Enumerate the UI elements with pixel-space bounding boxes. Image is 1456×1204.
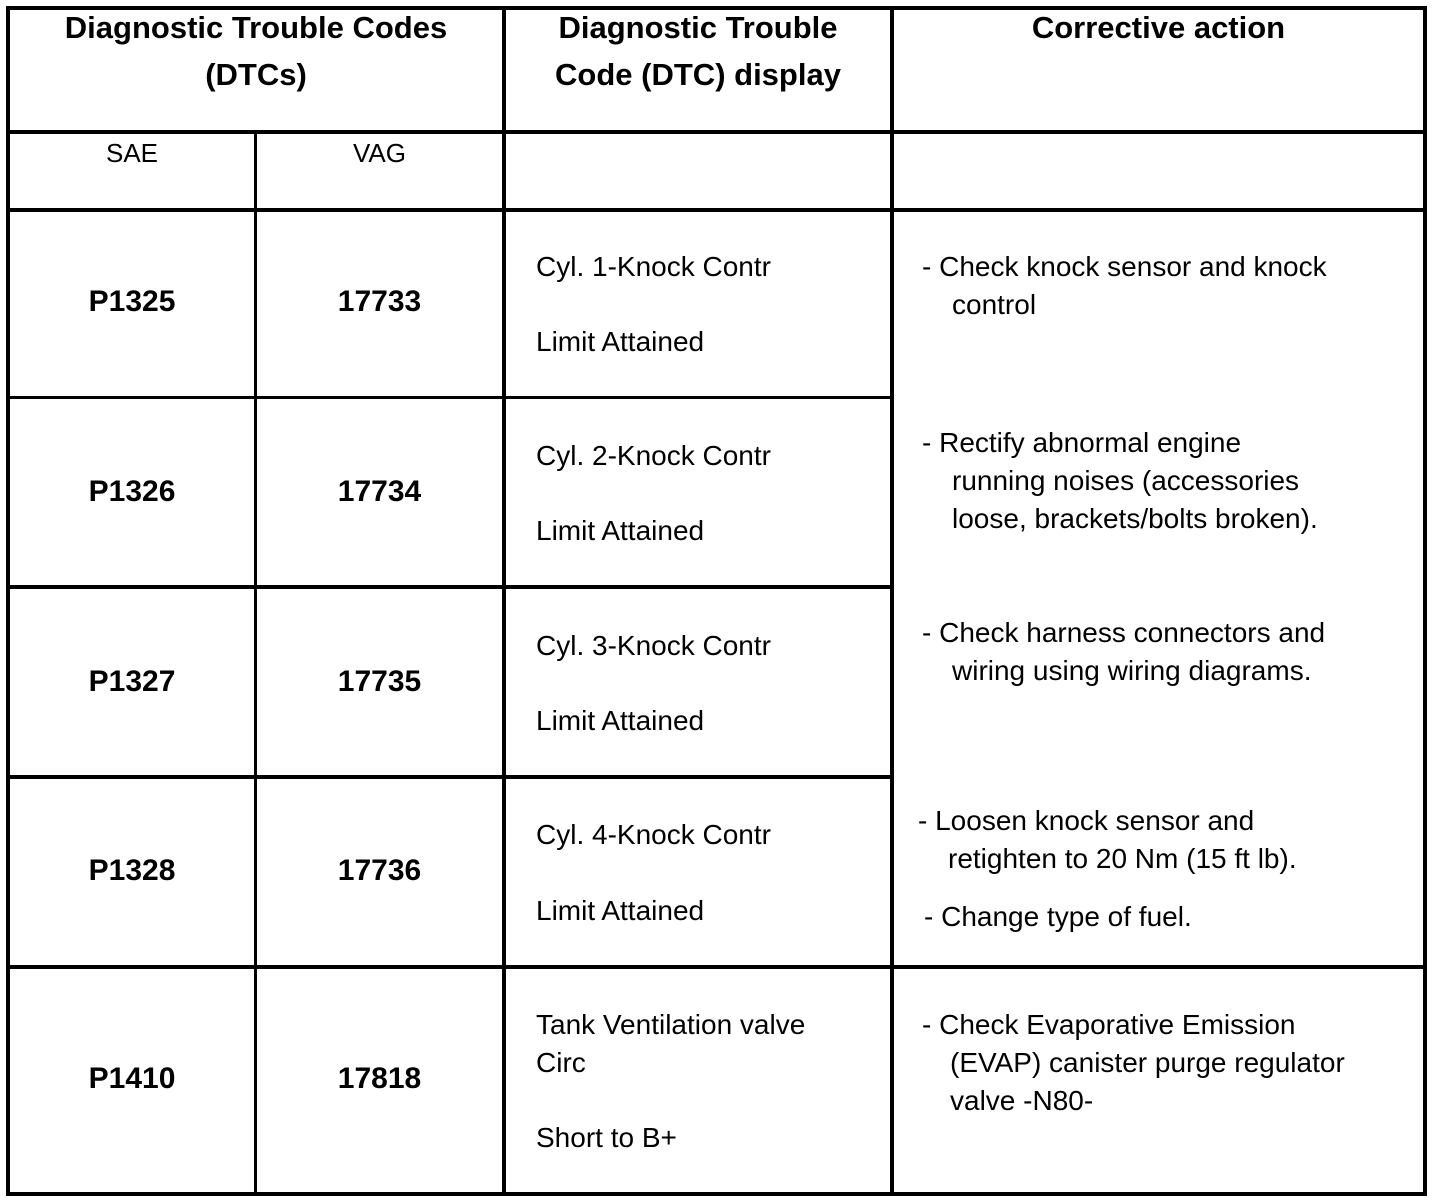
vag-code: 17734 <box>337 475 422 508</box>
divider-display-action <box>890 6 894 1196</box>
dtc-display-line: Limit Attained <box>536 705 705 736</box>
subheader-sae: SAE <box>105 138 159 168</box>
header-dtcs-line1: Diagnostic Trouble Codes <box>64 10 448 45</box>
header-dtc-display <box>506 4 890 98</box>
dtc-display-line: Short to B+ <box>536 1122 677 1153</box>
corrective-action-line: (EVAP) canister purge regulator <box>950 1047 1345 1078</box>
corrective-action-line: control <box>952 289 1037 320</box>
corrective-action-line: - Change type of fuel. <box>924 901 1192 932</box>
sae-code: P1325 <box>88 285 176 318</box>
dtc-display-line: Limit Attained <box>536 895 705 926</box>
vag-code: 17818 <box>337 1062 422 1095</box>
border-left <box>6 6 10 1196</box>
corrective-action-line: - Rectify abnormal engine <box>922 427 1242 458</box>
divider-row-3 <box>6 775 894 779</box>
corrective-action-line: valve -N80- <box>950 1085 1094 1116</box>
vag-code: 17733 <box>337 285 422 318</box>
dtc-display-line: Limit Attained <box>536 515 705 546</box>
header-dtcs-line2: (DTCs) <box>205 57 307 92</box>
header-display-line1: Diagnostic Trouble <box>558 10 838 45</box>
dtc-display-line: Cyl. 2-Knock Contr <box>536 440 771 471</box>
divider-row-1 <box>6 396 894 399</box>
corrective-action-line: - Check Evaporative Emission <box>922 1009 1296 1040</box>
sae-code: P1327 <box>88 665 176 698</box>
vag-code: 17736 <box>337 854 422 887</box>
header-display-line2: Code (DTC) display <box>555 57 841 92</box>
corrective-action-line: - Check knock sensor and knock <box>922 251 1327 282</box>
dtc-display-line: Cyl. 1-Knock Contr <box>536 251 771 282</box>
corrective-action-line: loose, brackets/bolts broken). <box>952 503 1318 534</box>
vag-code: 17735 <box>337 665 422 698</box>
dtc-display-line: Limit Attained <box>536 326 705 357</box>
divider-row-2 <box>6 585 894 589</box>
dtc-display-line: Cyl. 3-Knock Contr <box>536 630 771 661</box>
corrective-action-line: - Loosen knock sensor and <box>918 805 1255 836</box>
corrective-action-line: retighten to 20 Nm (15 ft lb). <box>948 843 1297 874</box>
sae-code: P1326 <box>88 475 176 508</box>
dtc-display-line: Circ <box>536 1047 586 1078</box>
divider-row-4 <box>6 965 1427 969</box>
divider-subheader <box>6 208 1427 212</box>
header-dtcs <box>10 4 502 98</box>
border-right <box>1423 6 1427 1196</box>
subheader-vag: VAG <box>353 138 406 168</box>
dtc-display-line: Tank Ventilation valve <box>536 1009 806 1040</box>
sae-code: P1410 <box>88 1062 176 1095</box>
header-corrective-action: Corrective action <box>1031 10 1286 45</box>
corrective-action-line: wiring using wiring diagrams. <box>952 655 1312 686</box>
divider-codes-display <box>502 6 506 1196</box>
sae-code: P1328 <box>88 854 176 887</box>
border-bottom <box>6 1192 1427 1196</box>
dtc-display-line: Cyl. 4-Knock Contr <box>536 819 771 850</box>
corrective-action-line: running noises (accessories <box>952 465 1300 496</box>
divider-header <box>6 130 1427 134</box>
corrective-action-line: - Check harness connectors and <box>922 617 1326 648</box>
